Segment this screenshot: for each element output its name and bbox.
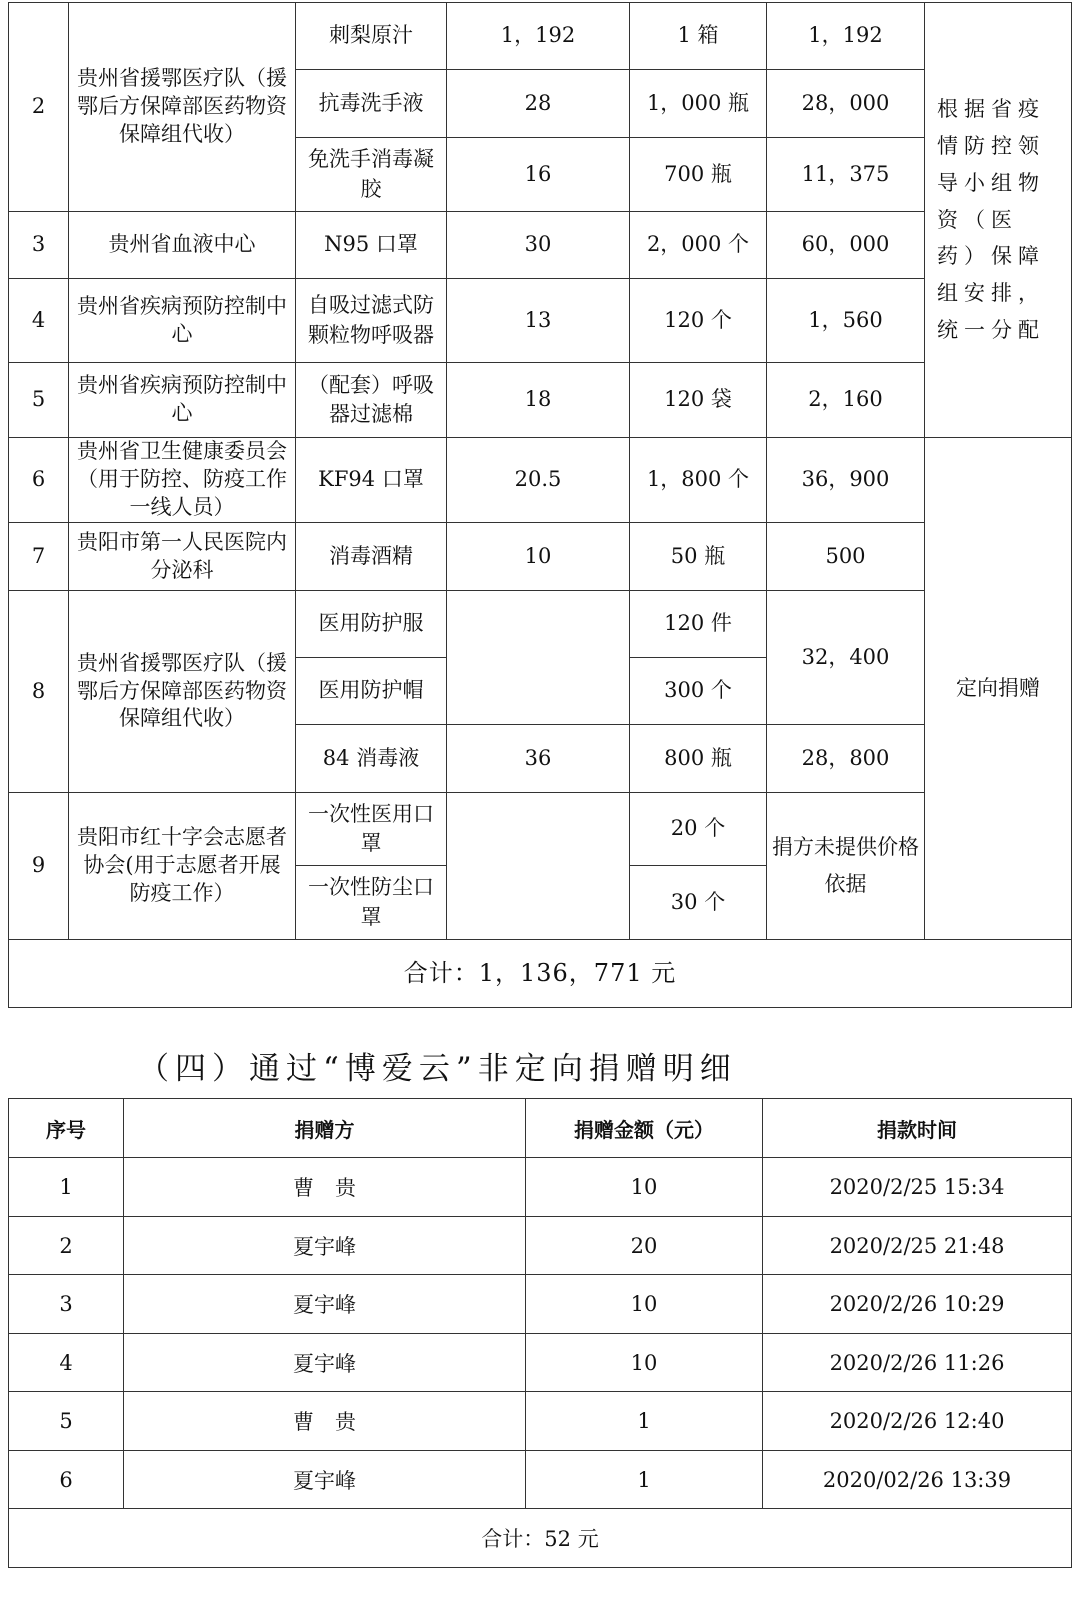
row-number: 4 — [9, 279, 69, 363]
item-quantity: 800 瓶 — [630, 725, 767, 793]
donation-time: 2020/2/26 11:26 — [763, 1334, 1072, 1392]
donation-amount: 20 — [526, 1217, 763, 1275]
donation-amount: 10 — [526, 1334, 763, 1392]
row-number: 6 — [9, 438, 69, 523]
item-quantity: 300 个 — [630, 658, 767, 725]
donation-time: 2020/2/25 21:48 — [763, 1217, 1072, 1275]
item-price: 30 — [447, 212, 630, 279]
donor-name: 夏宇峰 — [124, 1451, 526, 1509]
item-quantity: 700 瓶 — [630, 138, 767, 212]
donor-name: 夏宇峰 — [124, 1217, 526, 1275]
allocation-note: 根据省疫情防控领导小组物资（医药）保障组安排，统一分配 — [925, 3, 1072, 438]
row-number: 4 — [9, 1334, 124, 1392]
row-number: 7 — [9, 523, 69, 591]
col-header-no: 序号 — [9, 1099, 124, 1158]
item-quantity: 30 个 — [630, 866, 767, 940]
donation-amount: 1 — [526, 1451, 763, 1509]
item-quantity: 1，800 个 — [630, 438, 767, 523]
donor-name: 夏宇峰 — [124, 1275, 526, 1334]
item-name: 医用防护服 — [296, 591, 447, 658]
item-amount: 28，000 — [767, 70, 925, 138]
item-name: 消毒酒精 — [296, 523, 447, 591]
item-amount: 500 — [767, 523, 925, 591]
donation-time: 2020/2/26 12:40 — [763, 1392, 1072, 1451]
donor-org: 贵州省援鄂医疗队（援鄂后方保障部医药物资保障组代收） — [69, 3, 296, 212]
item-name: 刺梨原汁 — [296, 3, 447, 70]
item-price: 28 — [447, 70, 630, 138]
row-number: 2 — [9, 1217, 124, 1275]
table-row — [9, 1275, 1072, 1334]
donor-org: 贵州省卫生健康委员会（用于防控、防疫工作一线人员） — [69, 438, 296, 523]
header-row — [9, 1099, 1072, 1158]
item-name: KF94 口罩 — [296, 438, 447, 523]
donor-org: 贵阳市第一人民医院内分泌科 — [69, 523, 296, 591]
item-quantity: 50 瓶 — [630, 523, 767, 591]
item-quantity: 120 个 — [630, 279, 767, 363]
item-price: 1，192 — [447, 3, 630, 70]
item-amount: 1，560 — [767, 279, 925, 363]
table1-total: 合计：1，136，771 元 — [9, 940, 1072, 1008]
row-number: 5 — [9, 363, 69, 438]
item-quantity: 2，000 个 — [630, 212, 767, 279]
item-amount: 28，800 — [767, 725, 925, 793]
row-number: 3 — [9, 212, 69, 279]
donor-org: 贵州省援鄂医疗队（援鄂后方保障部医药物资保障组代收） — [69, 591, 296, 793]
table-row — [9, 438, 1072, 523]
donor-name: 曹 贵 — [124, 1158, 526, 1217]
item-name: （配套）呼吸器过滤棉 — [296, 363, 447, 438]
table-row — [9, 279, 1072, 363]
col-header-amount: 捐赠金额（元） — [526, 1099, 763, 1158]
item-price: 18 — [447, 363, 630, 438]
item-name: 免洗手消毒凝胶 — [296, 138, 447, 212]
total-row — [9, 940, 1072, 1008]
item-amount: 36，900 — [767, 438, 925, 523]
table-row — [9, 1334, 1072, 1392]
item-price: 10 — [447, 523, 630, 591]
row-number: 1 — [9, 1158, 124, 1217]
item-amount: 2，160 — [767, 363, 925, 438]
table-row — [9, 1158, 1072, 1217]
row-number: 6 — [9, 1451, 124, 1509]
total-row — [9, 1509, 1072, 1568]
donor-name: 夏宇峰 — [124, 1334, 526, 1392]
donor-name: 曹 贵 — [124, 1392, 526, 1451]
item-price: 20.5 — [447, 438, 630, 523]
item-amount: 11，375 — [767, 138, 925, 212]
row-number: 8 — [9, 591, 69, 793]
directed-donation-table — [8, 2, 1072, 1008]
item-name: 一次性防尘口罩 — [296, 866, 447, 940]
row-number: 5 — [9, 1392, 124, 1451]
table-row — [9, 1451, 1072, 1509]
donation-time: 2020/02/26 13:39 — [763, 1451, 1072, 1509]
undirected-donation-table — [8, 1098, 1072, 1568]
donation-time: 2020/2/25 15:34 — [763, 1158, 1072, 1217]
col-header-time: 捐款时间 — [763, 1099, 1072, 1158]
item-name: 一次性医用口罩 — [296, 793, 447, 866]
item-price: 16 — [447, 138, 630, 212]
item-amount: 1，192 — [767, 3, 925, 70]
item-name: 84 消毒液 — [296, 725, 447, 793]
row-number: 3 — [9, 1275, 124, 1334]
directed-donation-note: 定向捐赠 — [925, 438, 1072, 940]
table-row — [9, 1217, 1072, 1275]
section-title: （四）通过“博爱云”非定向捐赠明细 — [138, 1051, 737, 1087]
item-price — [447, 591, 630, 725]
donation-amount: 10 — [526, 1158, 763, 1217]
donor-org: 贵阳市红十字会志愿者协会(用于志愿者开展防疫工作） — [69, 793, 296, 940]
item-amount: 60，000 — [767, 212, 925, 279]
donor-org: 贵州省血液中心 — [69, 212, 296, 279]
item-price: 36 — [447, 725, 630, 793]
col-header-donor: 捐赠方 — [124, 1099, 526, 1158]
donor-org: 贵州省疾病预防控制中心 — [69, 363, 296, 438]
table-row — [9, 591, 1072, 658]
table-row — [9, 1392, 1072, 1451]
donation-amount: 1 — [526, 1392, 763, 1451]
item-price: 13 — [447, 279, 630, 363]
row-number: 9 — [9, 793, 69, 940]
item-name: 抗毒洗手液 — [296, 70, 447, 138]
item-amount: 捐方未提供价格依据 — [767, 793, 925, 940]
table-row — [9, 3, 1072, 70]
donation-time: 2020/2/26 10:29 — [763, 1275, 1072, 1334]
table2-total: 合计：52 元 — [9, 1509, 1072, 1568]
item-quantity: 20 个 — [630, 793, 767, 866]
item-quantity: 1，000 瓶 — [630, 70, 767, 138]
row-number: 2 — [9, 3, 69, 212]
item-amount: 32，400 — [767, 591, 925, 725]
table-row — [9, 523, 1072, 591]
item-quantity: 1 箱 — [630, 3, 767, 70]
table-row — [9, 363, 1072, 438]
item-quantity: 120 袋 — [630, 363, 767, 438]
item-price — [447, 793, 630, 940]
table-row — [9, 212, 1072, 279]
donor-org: 贵州省疾病预防控制中心 — [69, 279, 296, 363]
item-name: 自吸过滤式防颗粒物呼吸器 — [296, 279, 447, 363]
item-quantity: 120 件 — [630, 591, 767, 658]
donation-amount: 10 — [526, 1275, 763, 1334]
table-row — [9, 793, 1072, 866]
item-name: N95 口罩 — [296, 212, 447, 279]
item-name: 医用防护帽 — [296, 658, 447, 725]
